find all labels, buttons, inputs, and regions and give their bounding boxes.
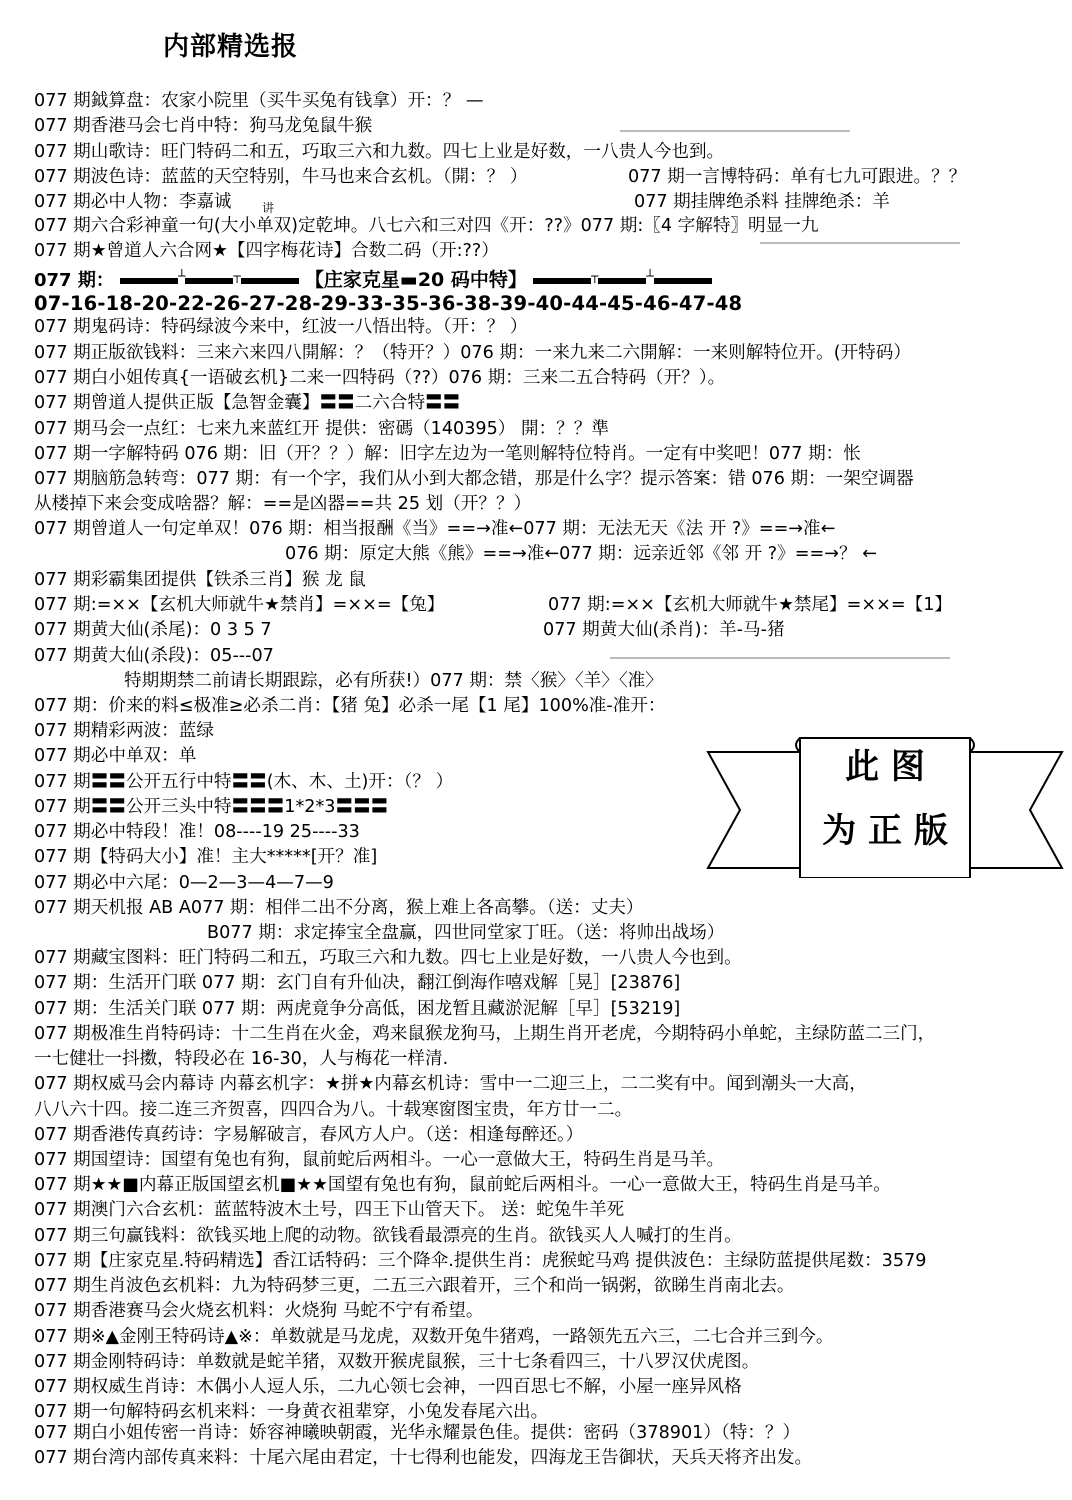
- banner-prefix: 077 期：: [34, 270, 114, 291]
- decor-bar: [120, 278, 178, 284]
- text-line: 077 期香港传真药诗：字易解破言，春风方人户。（送：相逢每醉还。）: [34, 1125, 584, 1145]
- text-line: 077 期波色诗：蓝蓝的天空特别，牛马也来合玄机。（開：？ ）: [34, 167, 528, 187]
- text-line: 特期期禁二前请长期跟踪，必有所获!）077 期：禁〈猴〉〈羊〉〈准〉: [124, 671, 663, 691]
- text-line: 077 期:=××【玄机大师就牛★禁肖】=××=【兔】: [34, 595, 445, 615]
- stamp-line2: 为 正 版: [822, 811, 948, 851]
- text-line: 077 期彩霸集团提供【铁杀三肖】猴 龙 鼠: [34, 570, 366, 590]
- text-line: 077 期必中特段！准！08----19 25----33: [34, 822, 360, 842]
- text-line: 077 期脑筋急转弯：077 期：有一个字，我们从小到大都念错，那是什么字？提示答案：错 076 期：一架空调器: [34, 469, 914, 489]
- text-line: 077 期金刚特码诗：单数就是蛇羊猪，双数开猴虎鼠猴，三十七条看四三，十八罗汉伏虎图。: [34, 1352, 760, 1372]
- text-line: 077 期国望诗：国望有兔也有狗，鼠前蛇后两相斗。一心一意做大王，特码生肖是马羊。: [34, 1150, 725, 1170]
- text-line: 077 期澳门六合玄机：蓝蓝特波木土号，四王下山管天下。 送：蛇兔牛羊死: [34, 1200, 625, 1220]
- text-line: 077 期一句解特码玄机来料：一身黄衣祖辈穿，小兔发春尾六出。: [34, 1402, 549, 1422]
- text-line: 077 期三句赢钱料：欲钱买地上爬的动物。欲钱看最漂亮的生肖。欲钱买人人喊打的生肖。: [34, 1226, 742, 1246]
- page-title: 内部精选报: [163, 32, 299, 62]
- text-line: 077 期天机报 AB A077 期：相伴二出不分离，猴上难上各高攀。（送：丈夫）: [34, 898, 644, 918]
- banner-title: 【庄家克星▬20 码中特】: [304, 269, 527, 291]
- text-line: 077 期必中六尾：0—2—3—4—7—9: [34, 873, 334, 893]
- authentic-stamp: [700, 730, 1070, 878]
- text-line: 077 期【特码大小】准！主大*****[开？准]: [34, 847, 378, 867]
- decor-bar: [185, 278, 233, 284]
- text-line: 077 期藏宝图料：旺门特码二和五，巧取三六和九数。四七上业是好数，一八贵人今也到。: [34, 948, 742, 968]
- text-line: 077 期※▲金刚王特码诗▲※：单数就是马龙虎，双数开兔牛猪鸡，一路领先五六三，二七合并三到今。: [34, 1327, 834, 1347]
- text-line: 077 期白小姐传密一肖诗：娇容神曦映朝霞，光华永耀景色佳。提供：密码（378901）（特：？）: [34, 1423, 801, 1443]
- text-line: B077 期：求定捧宝全盘赢，四世同堂家丁旺。（送：将帅出战场）: [207, 923, 725, 943]
- text-line: 077 期香港马会七肖中特：狗马龙兔鼠牛猴: [34, 116, 373, 136]
- text-note: 讲: [262, 201, 275, 215]
- decor-bar: [533, 278, 591, 284]
- text-line: 077 期黄大仙(杀段)：05---07: [34, 646, 274, 666]
- text-line: 077 期马会一点红：七来九来蓝红开 提供：密碼（140395） 開：？？準: [34, 419, 609, 439]
- text-line: 077 期:=××【玄机大师就牛★禁尾】=××=【1】: [548, 595, 952, 615]
- text-line: 077 期鉞算盘：农家小院里（买牛买兔有钱拿）开：？ —: [34, 91, 484, 111]
- text-line: 八八六十四。接二连三齐贺喜，四四合为八。十载寒窗图宝贵，年方廿一二。: [34, 1100, 633, 1120]
- stamp-line1: 此 图: [845, 747, 925, 787]
- text-line: 077 期挂牌绝杀料 挂牌绝杀：羊: [634, 192, 890, 212]
- decor-bar: [598, 278, 646, 284]
- text-line: 077 期香港赛马会火烧玄机料：火烧狗 马蛇不宁有希望。: [34, 1301, 484, 1321]
- decor-bar: [654, 278, 712, 284]
- text-line: 077 期【庄家克星.特码精选】香江话特码：三个降伞.提供生肖：虎猴蛇马鸡 提供波色：主绿防蓝提供尾数：3579: [34, 1251, 927, 1271]
- faint-mark: [620, 130, 850, 132]
- faint-mark: [610, 657, 950, 659]
- number-list: 07-16-18-20-22-26-27-28-29-33-35-36-38-39-40-44-45-46-47-48: [34, 292, 743, 315]
- text-line: 076 期：原定大熊《熊》==→准←077 期：远亲近邻《邻 开 ?》==→？ ←: [285, 544, 877, 564]
- text-line: 077 期山歌诗：旺门特码二和五，巧取三六和九数。四七上业是好数，一八贵人今也到。: [34, 142, 725, 162]
- text-line: 077 期黄大仙(杀尾)：0 3 5 7: [34, 620, 272, 640]
- text-line: 077 期★曾道人六合网★【四字梅花诗】合数二码（开:??）: [34, 241, 499, 261]
- text-line: 077 期正版欲钱料：三来六来四八開解：？（特开？）076 期：一来九来二六開解：一来则解特位开。(开特码）: [34, 343, 911, 363]
- text-line: 077 期精彩两波：蓝绿: [34, 721, 214, 741]
- text-line: 077 期〓〓公开三头中特〓〓〓1*2*3〓〓〓: [34, 797, 389, 817]
- text-line: 077 期极准生肖特码诗：十二生肖在火金，鸡来鼠猴龙狗马，上期生肖开老虎，今期特码小单蛇，主绿防蓝二三门，: [34, 1024, 936, 1044]
- text-line: 从楼掉下来会变成啥器？解：==是凶器==共 25 划（开？？）: [34, 494, 532, 514]
- text-line: 077 期六合彩神童一句(大小单双)定乾坤。八七六和三对四《开：??》077 期:〖4 字解特〗明显一九: [34, 216, 819, 236]
- text-line: 077 期黄大仙(杀肖)：羊-马-猪: [543, 620, 785, 640]
- faint-mark: [760, 242, 960, 244]
- text-line: 077 期鬼码诗：特码绿波今来中，红波一八悟出特。（开：？ ）: [34, 317, 528, 337]
- text-line: 077 期必中人物：李嘉诚: [34, 192, 232, 212]
- text-line: 077 期：生活开门联 077 期：玄门自有升仙决，翻江倒海作嘻戏解［晃］[23876]: [34, 973, 681, 993]
- text-line: 077 期台湾内部传真来料：十尾六尾由君定，十七得利也能发，四海龙王告御状，天兵天将齐出发。: [34, 1448, 813, 1468]
- text-line: 077 期：价来的料≤极准≥必杀二肖：【猪 兔】必杀一尾【1 尾】100%准-准开：: [34, 696, 666, 716]
- text-line: 077 期★★■内幕正版国望玄机■★★国望有兔也有狗，鼠前蛇后两相斗。一心一意做大王，特码生肖是马羊。: [34, 1175, 891, 1195]
- text-line: 077 期曾道人提供正版【急智金囊】〓〓二六合特〓〓: [34, 393, 461, 413]
- text-line: 077 期：生活关门联 077 期：两虎竟争分高低，困龙暂且藏淤泥解［早］[53219]: [34, 999, 681, 1019]
- text-line: 077 期一字解特码 076 期：旧（开？？）解：旧字左边为一笔则解特位特肖。一定有中奖吧！077 期：怅: [34, 444, 861, 464]
- decor-bar: [241, 278, 299, 284]
- text-line: 077 期白小姐传真{一语破玄机}二来一四特码（??）076 期：三来二五合特码（开？）。: [34, 368, 726, 388]
- text-line: 077 期权威马会内幕诗 内幕玄机字：★拼★内幕玄机诗：雪中一二迎三上，二二奖有中。闻到潮头一大高，: [34, 1074, 867, 1094]
- text-line: 077 期曾道人一句定单双！076 期：相当报酬《当》==→准←077 期：无法无天《法 开 ?》==→准←: [34, 519, 836, 539]
- banner-line: 077 期： ┴ ┬ 【庄家克星▬20 码中特】 ┬ ┴: [34, 265, 712, 292]
- text-line: 077 期生肖波色玄机料：九为特码梦三更，二五三六跟着开，三个和尚一锅粥，欲睇生肖南北去。: [34, 1276, 795, 1296]
- text-line: 077 期一言博特码：单有七九可跟进。？？: [628, 167, 967, 187]
- text-line: 077 期必中单双：单: [34, 746, 197, 766]
- text-line: 077 期权威生肖诗：木偶小人逗人乐，二九心领七会神，一四百思七不解，小屋一座异风格: [34, 1377, 742, 1397]
- text-line: 077 期〓〓公开五行中特〓〓(木、木、土)开：（？ ）: [34, 772, 454, 792]
- text-line: 一七健壮一抖擞，特段必在 16-30，人与梅花一样清.: [34, 1049, 449, 1069]
